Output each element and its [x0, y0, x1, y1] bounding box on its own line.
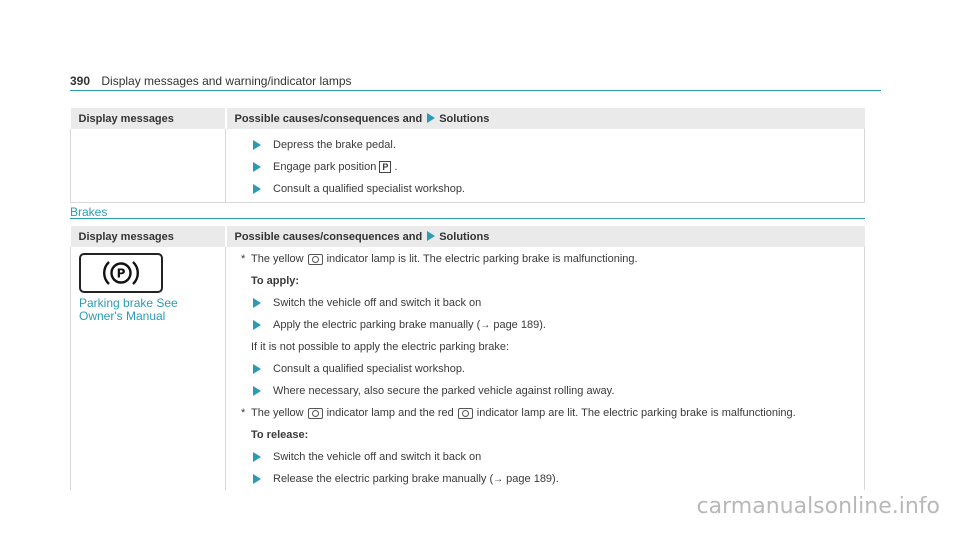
step-arrow-icon — [253, 140, 261, 150]
parking-brake-message: Parking brake See Owner's Manual — [79, 296, 178, 323]
col-display-messages: Display messages — [71, 108, 226, 129]
page-number: 390 — [70, 74, 91, 88]
parking-brake-indicator-icon — [458, 408, 473, 419]
page-ref-arrow-icon: → — [493, 473, 504, 485]
solution-step: Depress the brake pedal. — [241, 134, 864, 156]
step-arrow-icon — [253, 364, 261, 374]
cause-line-yellow: * The yellow indicator lamp is lit. The electric parking brake is malfunctioning. — [241, 253, 638, 265]
step-arrow-icon — [253, 320, 261, 330]
solutions-arrow-icon — [427, 113, 435, 123]
step-arrow-icon — [253, 184, 261, 194]
section-title-brakes: Brakes — [70, 205, 108, 219]
solutions-cell — [226, 129, 865, 203]
continued-message-table — [70, 108, 865, 203]
display-message-cell — [71, 247, 226, 490]
parking-brake-indicator-icon — [308, 254, 323, 265]
park-position-icon: P — [379, 161, 391, 173]
page-header — [70, 74, 352, 88]
solution-step: Switch the vehicle off and switch it back on — [241, 446, 864, 468]
solution-step: Switch the vehicle off and switch it back on — [241, 292, 864, 314]
to-release-label: To release: — [251, 429, 309, 441]
header-title: Display messages and warning/indicator lamps — [101, 74, 352, 88]
solution-step: Consult a qualified specialist workshop. — [241, 178, 864, 200]
page-reference: page 189). — [506, 473, 559, 485]
solution-step: Apply the electric parking brake manually ( → page 189). — [241, 314, 864, 336]
cause-line-yellow-red: * The yellow indicator lamp and the red indicator lamp are lit. The electric parking brake is malfunctioning. — [241, 407, 796, 419]
step-arrow-icon — [253, 298, 261, 308]
parking-brake-indicator-icon — [308, 408, 323, 419]
page-reference: page 189). — [493, 319, 546, 331]
col-display-messages: Display messages — [71, 226, 226, 247]
causes-solutions-cell — [226, 247, 865, 490]
display-message-cell — [71, 129, 226, 203]
to-apply-label: To apply: — [251, 275, 300, 287]
watermark: carmanualsonline.info — [696, 494, 940, 519]
col-causes-solutions: Possible causes/consequences and Solutions — [226, 226, 865, 247]
brakes-message-table — [70, 226, 865, 490]
solutions-arrow-icon — [427, 231, 435, 241]
parking-brake-warning-icon — [79, 253, 163, 293]
solution-step: Release the electric parking brake manually ( → page 189). — [241, 468, 864, 490]
step-arrow-icon — [253, 386, 261, 396]
step-arrow-icon — [253, 474, 261, 484]
header-divider — [70, 90, 881, 91]
not-possible-text: If it is not possible to apply the electric parking brake: — [251, 341, 510, 353]
solution-step: Engage park position P . — [241, 156, 864, 178]
page-ref-arrow-icon: → — [480, 319, 491, 331]
col-causes-solutions: Possible causes/consequences and Solutions — [226, 108, 865, 129]
step-arrow-icon — [253, 452, 261, 462]
section-divider — [70, 218, 865, 219]
svg-text:P: P — [116, 266, 126, 281]
step-arrow-icon — [253, 162, 261, 172]
solution-step: Where necessary, also secure the parked vehicle against rolling away. — [241, 380, 864, 402]
solution-step: Consult a qualified specialist workshop. — [241, 358, 864, 380]
